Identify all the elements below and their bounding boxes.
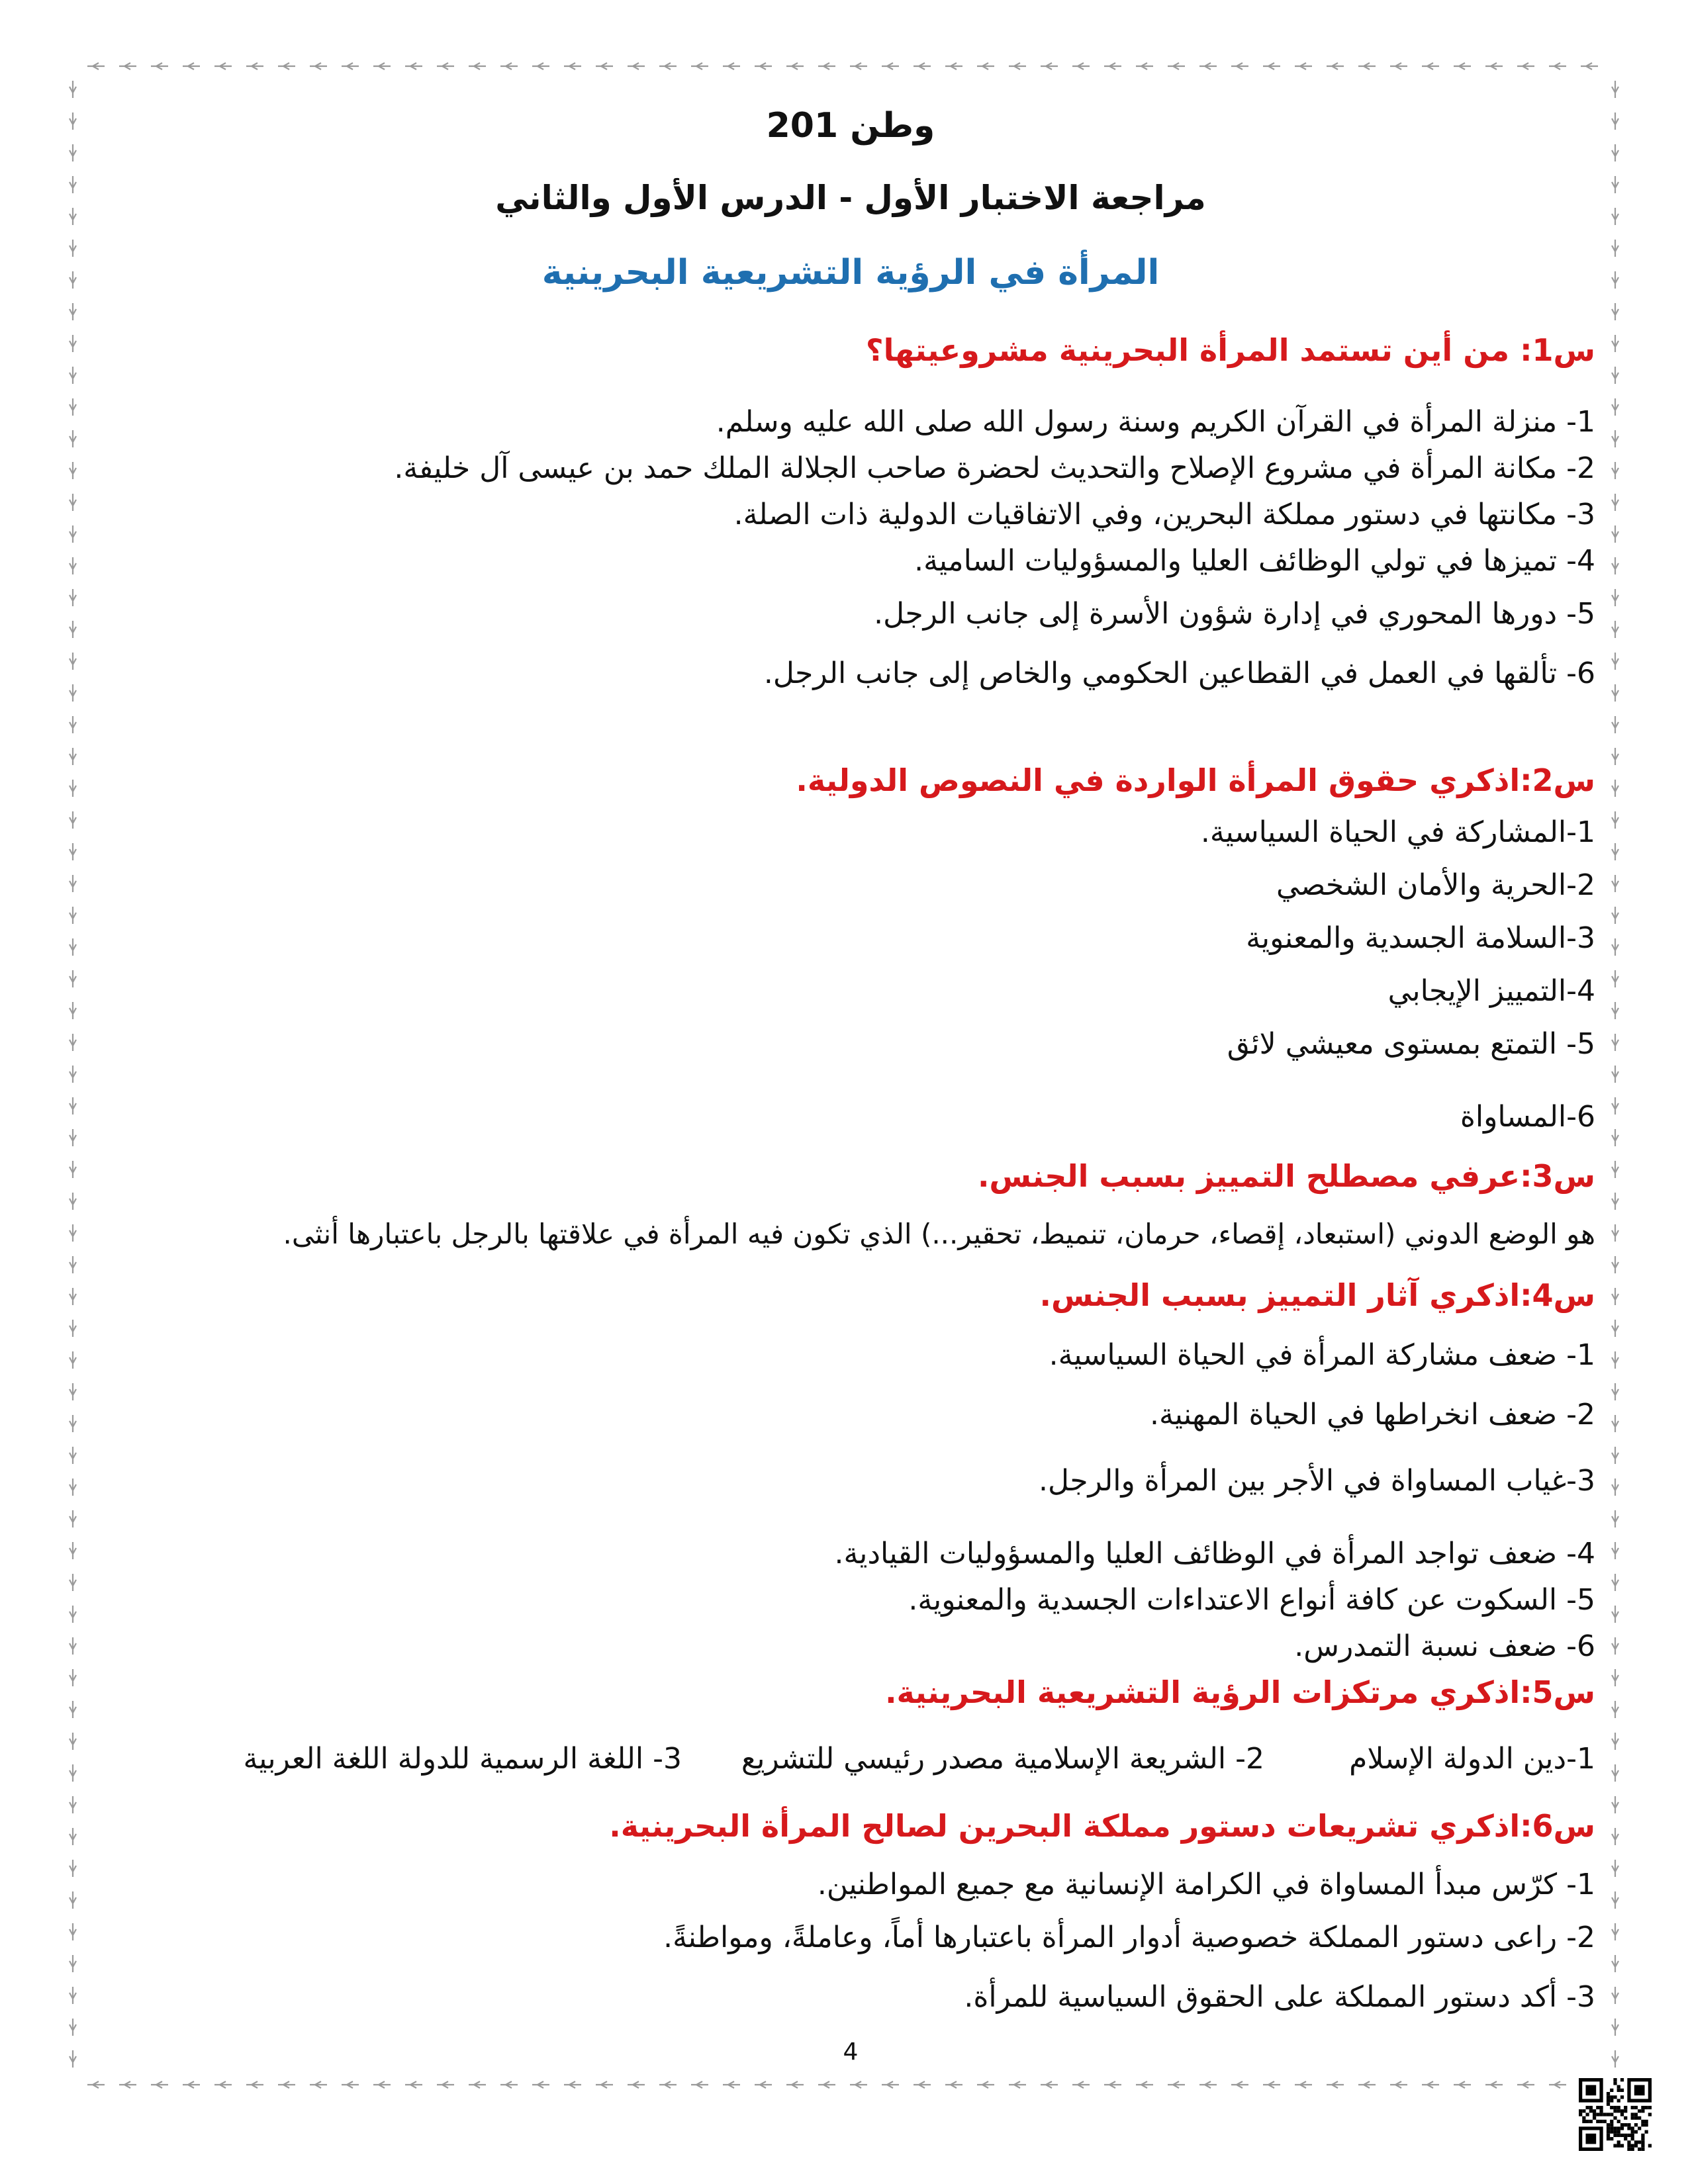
q1-answer: 6- تألقها في العمل في القطاعين الحكومي والخاص إلى جانب الرجل.: [763, 657, 1595, 690]
question-4: س4:اذكري آثار التمييز بسبب الجنس.: [1039, 1277, 1595, 1313]
q1-answer: 4- تميزها في تولي الوظائف العليا والمسؤوليات السامية.: [914, 544, 1595, 578]
q1-answer: 2- مكانة المرأة في مشروع الإصلاح والتحديث لحضرة صاحب الجلالة الملك حمد بن عيسى آل خليفة.: [394, 451, 1595, 485]
question-3: س3:عرفي مصطلح التمييز بسبب الجنس.: [977, 1158, 1595, 1194]
q2-answer: 5- التمتع بمستوى معيشي لائق: [1227, 1027, 1595, 1061]
q4-answer: 2- ضعف انخراطها في الحياة المهنية.: [1150, 1398, 1595, 1432]
review-title: مراجعة الاختبار الأول - الدرس الأول والثاني: [495, 179, 1206, 217]
q4-answer: 3-غياب المساواة في الأجر بين المرأة والرجل.: [1039, 1464, 1595, 1498]
course-code: وطن 201: [766, 106, 935, 146]
q2-answer: 4-التمييز الإيجابي: [1387, 974, 1595, 1008]
question-5: س5:اذكري مرتكزات الرؤية التشريعية البحرينية.: [885, 1674, 1595, 1710]
qr-code-icon: [1579, 2078, 1652, 2151]
q6-answer: 3- أكد دستور المملكة على الحقوق السياسية للمرأة.: [964, 1980, 1595, 2014]
q2-answer: 3-السلامة الجسدية والمعنوية: [1246, 921, 1595, 955]
q4-answer: 6- ضعف نسبة التمدرس.: [1294, 1629, 1595, 1663]
q5-answer: 3- اللغة الرسمية للدولة اللغة العربية: [243, 1742, 682, 1776]
q5-answer: 2- الشريعة الإسلامية مصدر رئيسي للتشريع: [741, 1742, 1264, 1776]
q2-answer: 1-المشاركة في الحياة السياسية.: [1200, 815, 1595, 849]
question-1: س1: من أين تستمد المرأة البحرينية مشروعيتها؟: [865, 332, 1595, 368]
q1-answer: 5- دورها المحوري في إدارة شؤون الأسرة إلى جانب الرجل.: [874, 597, 1595, 631]
question-6: س6:اذكري تشريعات دستور مملكة البحرين لصالح المرأة البحرينية.: [609, 1808, 1595, 1844]
q6-answer: 1- كرّس مبدأ المساواة في الكرامة الإنسانية مع جميع المواطنين.: [817, 1868, 1595, 1901]
q1-answer: 1- منزلة المرأة في القرآن الكريم وسنة رسول الله صلى الله عليه وسلم.: [716, 405, 1595, 439]
q2-answer: 6-المساواة: [1460, 1100, 1595, 1134]
q2-answer: 2-الحرية والأمان الشخصي: [1276, 868, 1595, 902]
document-page: [106, 99, 1595, 2066]
q4-answer: 1- ضعف مشاركة المرأة في الحياة السياسية.: [1049, 1338, 1595, 1372]
topic-title: المرأة في الرؤية التشريعية البحرينية: [541, 253, 1160, 293]
question-2: س2:اذكري حقوق المرأة الواردة في النصوص الدولية.: [796, 762, 1595, 798]
q3-answer: هو الوضع الدوني (استبعاد، إقصاء، حرمان، تنميط، تحقير...) الذي تكون فيه المرأة في علاقتها بالرجل باعتبارها أنثى.: [283, 1218, 1595, 1250]
q4-answer: 5- السكوت عن كافة أنواع الاعتداءات الجسدية والمعنوية.: [908, 1583, 1595, 1617]
q1-answer: 3- مكانتها في دستور مملكة البحرين، وفي الاتفاقيات الدولية ذات الصلة.: [733, 498, 1595, 531]
q6-answer: 2- راعى دستور المملكة خصوصية أدوار المرأة باعتبارها أماً، وعاملةً، ومواطنةً.: [663, 1921, 1595, 1954]
page-number: 4: [843, 2038, 859, 2066]
q4-answer: 4- ضعف تواجد المرأة في الوظائف العليا والمسؤوليات القيادية.: [834, 1537, 1595, 1570]
q5-answer: 1-دين الدولة الإسلام: [1349, 1742, 1595, 1776]
